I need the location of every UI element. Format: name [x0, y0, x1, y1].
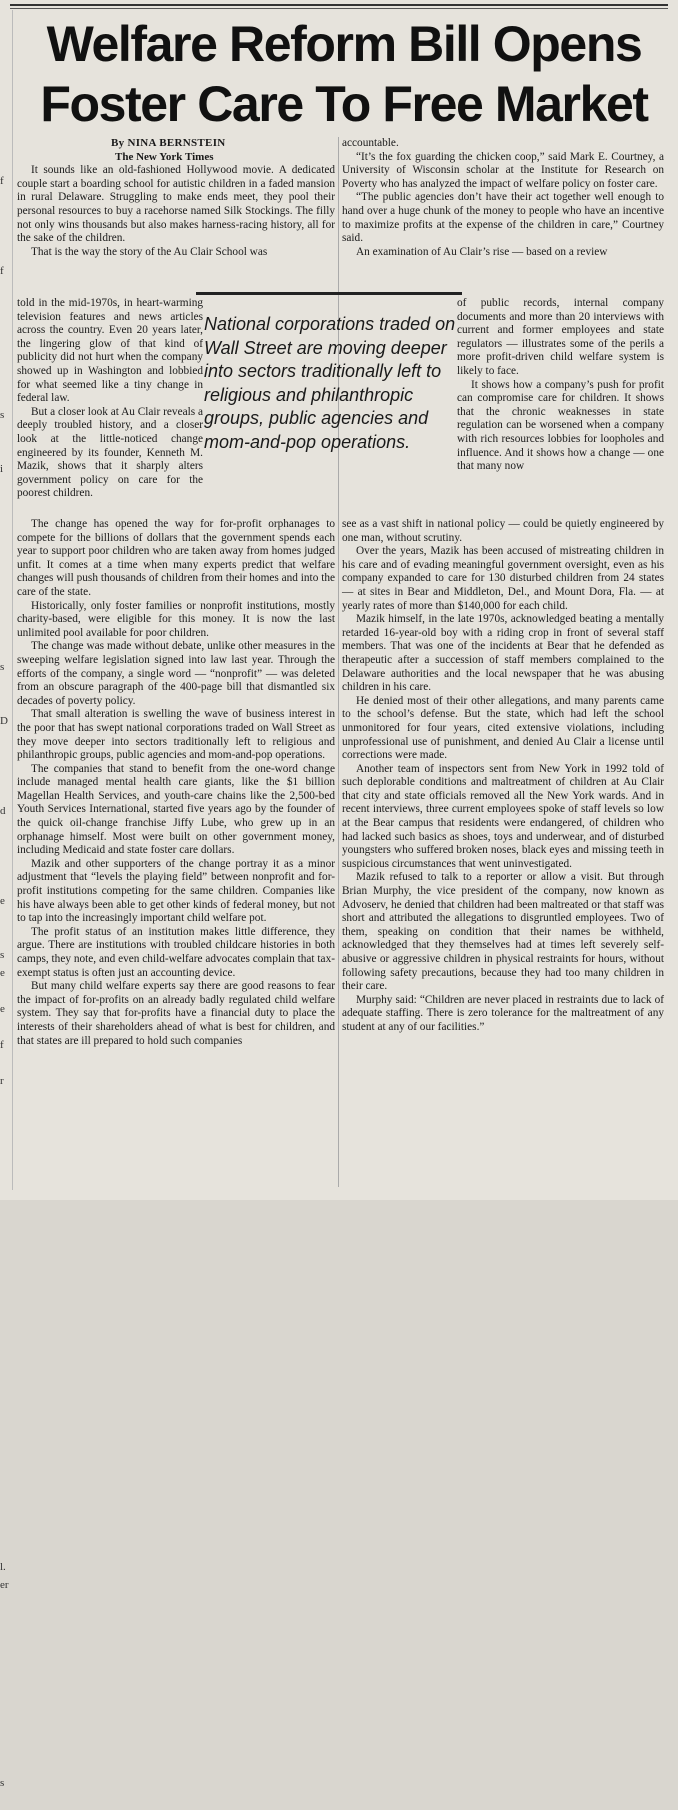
adjacent-text-fragment — [0, 46, 12, 64]
adjacent-text-fragment — [0, 730, 12, 748]
adjacent-text-fragment — [0, 1522, 12, 1540]
adjacent-text-fragment: D — [0, 715, 8, 727]
adjacent-text-fragment — [0, 1432, 12, 1450]
top-rule — [10, 4, 668, 6]
adjacent-text-fragment — [0, 370, 12, 388]
adjacent-text-fragment: s — [0, 661, 5, 673]
adjacent-text-fragment: f — [0, 175, 4, 187]
adjacent-text-fragment: s — [0, 1777, 5, 1789]
paragraph: He denied most of their other allegations, and many parents came to the school’s defense. But the state, which had left the school unmonitored for four years, cited extensive violations, including unprofessional use of punishment, and denied Au Clair a license until corrections were made. — [342, 694, 664, 762]
adjacent-text-fragment: i — [0, 463, 4, 475]
adjacent-text-fragment — [0, 1270, 12, 1288]
adjacent-text-fragment — [0, 1702, 12, 1720]
adjacent-text-fragment: s — [0, 949, 5, 961]
adjacent-text-fragment: e — [0, 1003, 5, 1015]
adjacent-text-fragment — [0, 1252, 12, 1270]
adjacent-text-fragment — [0, 1594, 12, 1612]
paragraph: An examination of Au Clair’s rise — based on a review — [356, 245, 608, 258]
adjacent-text-fragment — [0, 154, 12, 172]
adjacent-text-fragment — [0, 1108, 12, 1126]
adjacent-text-fragment — [0, 1198, 12, 1216]
adjacent-text-fragment — [0, 82, 12, 100]
adjacent-text-fragment — [0, 1504, 12, 1522]
adjacent-text-fragment: e — [0, 967, 5, 979]
adjacent-text-fragment — [0, 1126, 12, 1144]
adjacent-text-fragment — [0, 478, 12, 496]
source: The New York Times — [115, 150, 214, 163]
adjacent-text-fragment — [0, 28, 12, 46]
pull-quote: National corporations traded on Wall Street are moving deeper into sectors traditionally left to religious and philanthropic groups, public agencies and mom-and-pop operations. — [196, 292, 462, 514]
adjacent-text-fragment — [0, 424, 12, 442]
adjacent-text-fragment — [0, 1144, 12, 1162]
adjacent-text-fragment — [0, 514, 12, 532]
adjacent-text-fragment — [0, 442, 12, 460]
adjacent-text-fragment — [0, 1234, 12, 1252]
adjacent-text-fragment — [0, 1180, 12, 1198]
adjacent-text-fragment — [0, 352, 12, 370]
adjacent-text-fragment — [0, 1648, 12, 1666]
adjacent-text-fragment — [0, 604, 12, 622]
adjacent-text-fragment — [0, 1738, 12, 1756]
paragraph: That is the way the story of the Au Clair School was — [31, 245, 268, 258]
adjacent-text-fragment: d — [0, 805, 6, 817]
paragraph: of public records, internal company documents and more than 20 interviews with current and former employees and state regulators — illustrates some of the perils a more profit-driven child welfare system is likely to face. — [457, 297, 664, 377]
column-2-mid — [457, 297, 664, 474]
adjacent-text-fragment — [0, 1450, 12, 1468]
adjacent-text-fragment — [0, 694, 12, 712]
paragraph: “The public agencies don’t have their act together well enough to hand over a huge chunk of the money to people who have an incentive to maximize profits at the expense of the children in care,” Courtney said. — [342, 191, 664, 245]
adjacent-text-fragment: f — [0, 1039, 4, 1051]
adjacent-column-edge — [0, 10, 13, 1789]
adjacent-text-fragment — [0, 1540, 12, 1558]
adjacent-text-fragment — [0, 1414, 12, 1432]
paragraph: Mazik and other supporters of the change portray it as a minor adjustment that “levels the playing field” between nonprofit and for-profit institutions competing for the same children. Companies like his have always been able to get other kinds of federal money, but not to tap into the increasingly important child welfare pot. — [17, 857, 335, 925]
adjacent-text-fragment: er — [0, 1579, 9, 1591]
adjacent-text-fragment — [0, 208, 12, 226]
adjacent-text-fragment — [0, 244, 12, 262]
top-rule-thin — [10, 8, 668, 9]
paragraph: see as a vast shift in national policy — could be quietly engineered by one man, without scrutiny. — [342, 518, 664, 544]
adjacent-text-fragment — [0, 316, 12, 334]
adjacent-text-fragment — [0, 1720, 12, 1738]
paragraph: Another team of inspectors sent from New York in 1992 told of such deplorable conditions and maltreatment of children at Au Clair that city and state officials removed all the New York wards. And in recent interviews, three current employees spoke of staff levels so low at the Bear campus that residents were endangered, of children who had lacked such basics as shoes, toys and underwear, and of disturbed youngsters who suffered broken noses, black eyes and missing teeth in suspicious circumstances that went uninvestigated. — [342, 762, 664, 870]
adjacent-text-fragment — [0, 1396, 12, 1414]
adjacent-text-fragment — [0, 1324, 12, 1342]
adjacent-text-fragment — [0, 1216, 12, 1234]
adjacent-text-fragment — [0, 676, 12, 694]
paragraph: That small alteration is swelling the wave of business interest in the poor that has swept national corporations traded on Wall Street as they move deeper into sectors traditionally left to religious and philanthropic groups, public agencies and mom-and-pop operations. — [17, 708, 335, 762]
adjacent-text-fragment — [0, 838, 12, 856]
paragraph: The profit status of an institution makes little difference, they argue. There are institutions with troubled childcare histories in both camps, they note, and even child-welfare advocates complain that tax-exempt status is often just an accounting device. — [17, 925, 335, 979]
adjacent-text-fragment — [0, 1792, 12, 1810]
paragraph: The change was made without debate, unlike other measures in the sweeping welfare legislation signed into law last year. Through the efforts of the company, a single word — “nonprofit” — was deleted from an obscure paragraph of the 400-page bill that dismantled six decades of poverty policy. — [17, 640, 335, 707]
paragraph: The change has opened the way for for-profit orphanages to compete for the billions of dollars that the government spends each year to support poor children who are taken away from homes judged unfit. It comes at a time when many experts predict that welfare changes will push thousands of children from their homes and into the care of the state. — [17, 518, 335, 598]
adjacent-text-fragment: f — [0, 265, 4, 277]
paragraph: Murphy said: “Children are never placed in restraints due to lack of adequate staffing. There is zero tolerance for the maltreatment of any student at any of our facilities.” — [342, 993, 664, 1033]
paragraph: It shows how a company’s push for profit can compromise care for children. It shows that the chronic weaknesses in state regulation can be worsened when a company with rich resources lobbies for loopholes and influence. And it shows how a change — one that many now — [457, 378, 664, 473]
paragraph: But a closer look at Au Clair reveals a deeply troubled history, and a closer look at the little-noticed change engineered by its founder, Kenneth M. Mazik, shows that it sharply alters government policy on care for the poorest children. — [17, 405, 203, 500]
paragraph: Over the years, Mazik has been accused of mistreating children in his care and of evading meaningful government oversight, even as his company expanded to care for 130 disturbed children from 24 states — at sites in Bear and Middleton, Del., and Mount Dora, Fla. — at yearly rates of more than $140,000 for each child. — [342, 545, 664, 612]
paragraph: told in the mid-1970s, in heart-warming television features and news articles across the country. Even 20 years later, the lingering glow of that kind of publicity did not hurt when the company showed up in Washington and lobbied for what seemed like a tiny change in federal law. — [17, 297, 203, 405]
adjacent-text-fragment — [0, 1486, 12, 1504]
paragraph: “It’s the fox guarding the chicken coop,” said Mark E. Courtney, a University of Wisconsin scholar at the Institute for Research on Poverty who has analyzed the impact of welfare policy on foster care. — [342, 150, 664, 190]
column-2-lower — [342, 518, 664, 1035]
adjacent-text-fragment — [0, 1054, 12, 1072]
adjacent-text-fragment: r — [0, 1075, 4, 1087]
adjacent-text-fragment — [0, 1612, 12, 1630]
adjacent-text-fragment — [0, 136, 12, 154]
adjacent-text-fragment — [0, 550, 12, 568]
adjacent-text-fragment — [0, 1090, 12, 1108]
adjacent-text-fragment — [0, 10, 12, 28]
paragraph: Historically, only foster families or nonprofit institutions, mostly charity-based, were eligible for this money. It is now the last unlimited pool available for poor children. — [17, 599, 335, 639]
adjacent-text-fragment — [0, 1306, 12, 1324]
adjacent-text-fragment — [0, 226, 12, 244]
adjacent-text-fragment — [0, 1630, 12, 1648]
adjacent-text-fragment — [0, 1288, 12, 1306]
adjacent-text-fragment — [0, 496, 12, 514]
adjacent-text-fragment — [0, 928, 12, 946]
adjacent-text-fragment — [0, 334, 12, 352]
adjacent-text-fragment — [0, 982, 12, 1000]
column-1-top — [17, 137, 335, 259]
adjacent-text-fragment — [0, 280, 12, 298]
adjacent-text-fragment — [0, 190, 12, 208]
adjacent-text-fragment — [0, 586, 12, 604]
adjacent-text-fragment — [0, 1342, 12, 1360]
adjacent-text-fragment — [0, 640, 12, 658]
byline: By NINA BERNSTEIN — [111, 137, 226, 149]
adjacent-text-fragment: s — [0, 409, 5, 421]
column-2-top — [342, 137, 664, 259]
paragraph: It sounds like an old-fashioned Hollywood movie. A dedicated couple start a boarding school for autistic children in a faded mansion in rural Delaware. Struggling to make ends meet, they pool their personal resources to buy a racehorse named Silk Stockings. The filly not only wins thousands but also makes harness-racing history, all for the sake of the children. — [17, 164, 335, 245]
adjacent-text-fragment — [0, 1360, 12, 1378]
adjacent-text-fragment — [0, 1378, 12, 1396]
adjacent-text-fragment — [0, 118, 12, 136]
adjacent-text-fragment — [0, 1018, 12, 1036]
column-1-mid — [17, 297, 203, 501]
adjacent-text-fragment: l. — [0, 1561, 6, 1573]
adjacent-text-fragment — [0, 874, 12, 892]
paragraph: Mazik himself, in the late 1970s, acknowledged beating a mentally retarded 16-year-old boy with a riding crop in front of several staff members. That was one of the incidents at Bear that he defended as therapeutic after a succession of staff members complained to the Delaware authorities and the local newspaper that he was abusing children in his care. — [342, 613, 664, 694]
adjacent-text-fragment — [0, 388, 12, 406]
paragraph: Mazik refused to talk to a reporter or allow a visit. But through Brian Murphy, the vice president of the company, now known as Advoserv, he denied that children had been maltreated or that staff was short and attributed the allegations to disgruntled employees. Two of them, speaking on condition that their names be withheld, acknowledged that they themselves had at times left severely self-abusive or aggressive children in physical restraints for hours, without following safety precautions, because they had too many children in their care. — [342, 871, 664, 993]
adjacent-text-fragment — [0, 856, 12, 874]
adjacent-text-fragment — [0, 910, 12, 928]
column-1-lower — [17, 518, 335, 1048]
adjacent-text-fragment — [0, 784, 12, 802]
adjacent-text-fragment — [0, 532, 12, 550]
adjacent-text-fragment — [0, 1756, 12, 1774]
adjacent-text-fragment — [0, 766, 12, 784]
adjacent-text-fragment — [0, 64, 12, 82]
adjacent-text-fragment — [0, 748, 12, 766]
adjacent-text-fragment — [0, 568, 12, 586]
adjacent-text-fragment — [0, 298, 12, 316]
adjacent-text-fragment — [0, 622, 12, 640]
adjacent-text-fragment — [0, 1666, 12, 1684]
paragraph: The companies that stand to benefit from the one-word change include managed mental health care giants, like the $1 billion Magellan Health Services, and youth-care chains like the 2,500-bed Youth Services International, started five years ago by the founder of the quick oil-change franchise Jiffy Lube, who grew up in an orphanage himself. Most were built on other government money, including Medicaid and state foster care dollars. — [17, 762, 335, 857]
adjacent-text-fragment: e — [0, 895, 5, 907]
adjacent-text-fragment — [0, 100, 12, 118]
adjacent-text-fragment — [0, 820, 12, 838]
headline: Welfare Reform Bill Opens Foster Care To Free Market — [40, 16, 648, 132]
paragraph: accountable. — [342, 137, 399, 149]
adjacent-text-fragment — [0, 1162, 12, 1180]
adjacent-text-fragment — [0, 1684, 12, 1702]
adjacent-text-fragment — [0, 1468, 12, 1486]
paragraph: But many child welfare experts say there are good reasons to fear the impact of for-profits on an already badly regulated child welfare system. They say that for-profits have a financial duty to place the interests of their shareholders ahead of what is best for children, and that states are ill prepared to hold such companies — [17, 980, 335, 1047]
